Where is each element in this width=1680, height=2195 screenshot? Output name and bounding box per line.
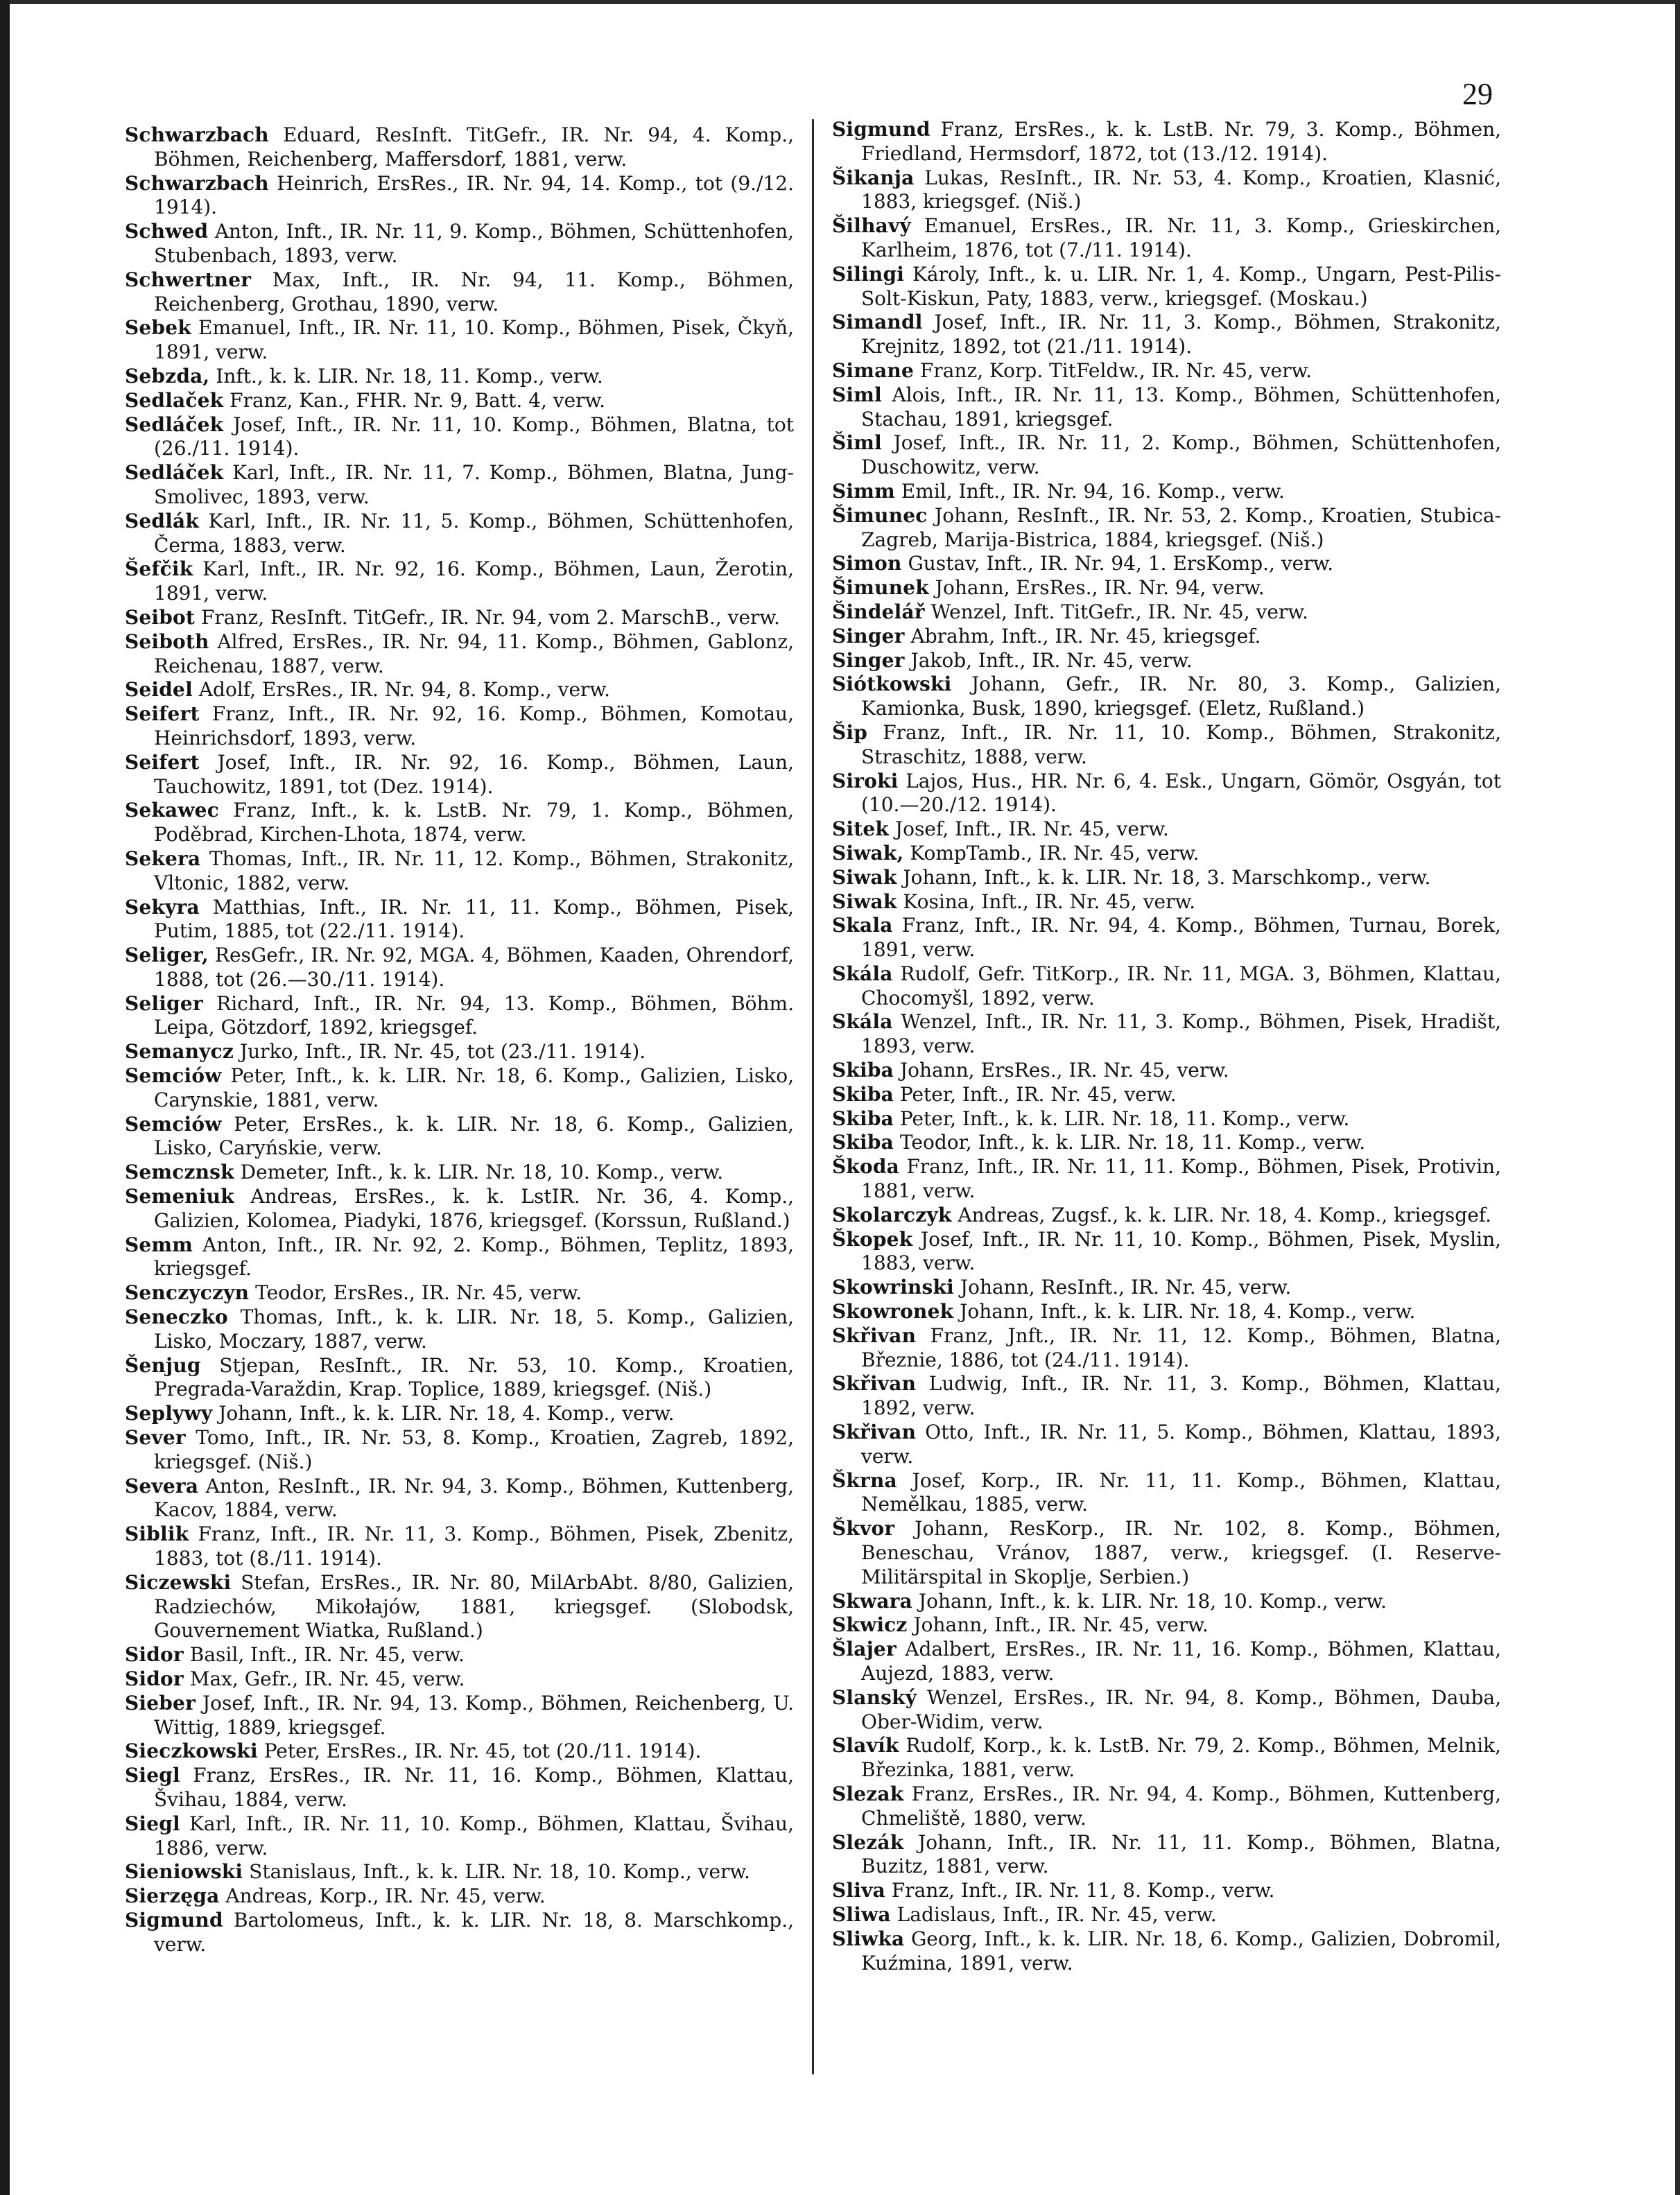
- entry-surname: Seifert: [125, 702, 200, 726]
- casualty-entry: [832, 1155, 1501, 1204]
- entry-surname: Sigmund: [832, 118, 930, 141]
- casualty-entry: [832, 1131, 1501, 1155]
- entry-details: Josef, Inft., IR. Nr. 92, 16. Komp., Böhmen, Laun, Tauchowitz, 1891, tot (Dez. 1914).: [154, 750, 794, 798]
- entry-details: Demeter, Inft., k. k. LIR. Nr. 18, 10. Komp., verw.: [240, 1161, 724, 1184]
- casualty-entry: [125, 1909, 794, 1957]
- entry-details: KompTamb., IR. Nr. 45, verw.: [910, 841, 1200, 865]
- entry-details: Emanuel, ErsRes., IR. Nr. 11, 3. Komp., Grieskirchen, Karlheim, 1876, tot (7./11. 1914).: [861, 214, 1501, 261]
- entry-surname: Škopek: [832, 1227, 913, 1251]
- casualty-entry: [125, 1402, 794, 1426]
- entry-details: Ludwig, Inft., IR. Nr. 11, 3. Komp., Böhmen, Klattau, 1892, verw.: [861, 1372, 1501, 1420]
- entry-surname: Singer: [832, 648, 905, 672]
- entry-surname: Schwed: [125, 220, 209, 243]
- casualty-entry: [832, 504, 1501, 553]
- entry-surname: Šip: [832, 720, 868, 744]
- casualty-entry: [125, 1860, 794, 1884]
- casualty-entry: [832, 214, 1501, 263]
- entry-surname: Semanycz: [125, 1040, 234, 1064]
- casualty-entry: [832, 1300, 1501, 1324]
- entry-surname: Siwak: [832, 865, 897, 889]
- entry-surname: Šindelář: [832, 600, 925, 623]
- entry-surname: Siwak: [832, 890, 897, 913]
- casualty-entry: [832, 914, 1501, 962]
- entry-details: Basil, Inft., IR. Nr. 45, verw.: [189, 1643, 465, 1667]
- entry-surname: Sekawec: [125, 799, 219, 822]
- entry-details: Karl, Inft., IR. Nr. 11, 5. Komp., Böhmen, Schüttenhofen, Čerma, 1883, verw.: [154, 509, 794, 557]
- casualty-entry: [832, 600, 1501, 625]
- scan-edge-left: [0, 0, 10, 2195]
- entry-details: Kosina, Inft., IR. Nr. 45, verw.: [903, 890, 1196, 913]
- entry-surname: Skřivan: [832, 1324, 917, 1347]
- entry-details: Adolf, ErsRes., IR. Nr. 94, 8. Komp., verw.: [198, 678, 610, 702]
- entry-surname: Sitek: [832, 817, 890, 841]
- casualty-entry: [832, 962, 1501, 1011]
- casualty-entry: [832, 1276, 1501, 1300]
- entry-details: Wenzel, ErsRes., IR. Nr. 94, 8. Komp., Böhmen, Dauba, Ober-Widim, verw.: [861, 1685, 1501, 1733]
- entry-details: Max, Inft., IR. Nr. 94, 11. Komp., Böhmen, Reichenberg, Grothau, 1890, verw.: [154, 268, 795, 315]
- entry-surname: Semcznsk: [125, 1161, 234, 1184]
- casualty-entry: [832, 1782, 1501, 1831]
- entry-surname: Skolarczyk: [832, 1203, 952, 1226]
- entry-details: Josef, Korp., IR. Nr. 11, 11. Komp., Böhmen, Klattau, Nemělkau, 1885, verw.: [861, 1468, 1502, 1516]
- casualty-entry: [125, 1692, 794, 1740]
- casualty-entry: [125, 1884, 794, 1909]
- casualty-entry: [125, 172, 794, 220]
- column-divider: [812, 119, 814, 2074]
- entry-surname: Seibot: [125, 605, 196, 629]
- entry-surname: Skála: [832, 962, 893, 985]
- entry-surname: Semciów: [125, 1112, 222, 1136]
- entry-surname: Senczyczyn: [125, 1281, 250, 1305]
- casualty-entry: [832, 552, 1501, 576]
- casualty-entry: [125, 413, 794, 462]
- entry-details: Teodor, Inft., k. k. LIR. Nr. 18, 11. Komp., verw.: [899, 1131, 1366, 1154]
- entry-surname: Siótkowski: [832, 673, 952, 696]
- entry-surname: Sedláček: [125, 461, 224, 485]
- casualty-entry: [125, 268, 794, 317]
- scan-edge-top: [0, 0, 1680, 4]
- entry-surname: Sekera: [125, 847, 201, 870]
- entry-details: Franz, ResInft. TitGefr., IR. Nr. 94, vom 2. MarschB., verw.: [200, 605, 780, 629]
- entry-surname: Seiboth: [125, 630, 209, 653]
- entry-details: Stefan, ErsRes., IR. Nr. 80, MilArbAbt. 8/80, Galizien, Radziechów, Mikołajów, 1881, kriegsgef. (Slobodsk, Gouvernement Wiatka, Rußland.): [154, 1570, 794, 1642]
- entry-surname: Seifert: [125, 750, 200, 774]
- entry-surname: Skwicz: [832, 1613, 908, 1637]
- casualty-entry: [125, 1426, 794, 1475]
- entry-details: Johann, ErsRes., IR. Nr. 45, verw.: [899, 1059, 1229, 1082]
- casualty-entry: [125, 1113, 794, 1161]
- entry-surname: Siwak,: [832, 841, 904, 865]
- entry-surname: Schwarzbach: [125, 171, 269, 195]
- entry-details: Adalbert, ErsRes., IR. Nr. 11, 16. Komp., Böhmen, Klattau, Aujezd, 1883, verw.: [861, 1638, 1501, 1685]
- entry-surname: Semm: [125, 1233, 193, 1256]
- entry-surname: Sedlák: [125, 509, 199, 532]
- entry-surname: Siroki: [832, 769, 899, 792]
- casualty-entry: [125, 606, 794, 630]
- casualty-entry: [832, 1927, 1501, 1976]
- entry-surname: Šilhavý: [832, 214, 911, 238]
- entry-details: Andreas, Korp., IR. Nr. 45, verw.: [225, 1884, 546, 1908]
- casualty-entry: [125, 1667, 794, 1692]
- casualty-entry: [125, 1281, 794, 1305]
- entry-details: Franz, Inft., k. k. LstB. Nr. 79, 1. Komp., Böhmen, Poděbrad, Kirchen-Lhota, 1874, verw.: [154, 799, 794, 847]
- casualty-entry: [832, 1686, 1501, 1735]
- entry-details: Peter, Inft., k. k. LIR. Nr. 18, 11. Komp., verw.: [899, 1107, 1350, 1130]
- entry-surname: Seliger,: [125, 944, 209, 967]
- entry-surname: Siegl: [125, 1812, 180, 1835]
- entry-surname: Seplywy: [125, 1402, 213, 1425]
- entry-surname: Severa: [125, 1474, 199, 1498]
- casualty-entry: [125, 678, 794, 702]
- entry-details: Richard, Inft., IR. Nr. 94, 13. Komp., Böhmen, Böhm. Leipa, Götzdorf, 1892, kriegsgef.: [154, 991, 795, 1039]
- casualty-entry: [125, 896, 794, 944]
- entry-details: Max, Gefr., IR. Nr. 45, verw.: [189, 1667, 465, 1690]
- casualty-entry: [125, 123, 794, 172]
- entry-surname: Slanský: [832, 1685, 917, 1709]
- entry-details: Josef, Inft., IR. Nr. 11, 2. Komp., Böhmen, Schüttenhofen, Duschowitz, verw.: [861, 431, 1501, 479]
- entry-surname: Sever: [125, 1426, 186, 1450]
- entry-details: Thomas, Inft., IR. Nr. 11, 12. Komp., Böhmen, Strakonitz, Vltonic, 1882, verw.: [154, 847, 794, 894]
- entry-surname: Skiba: [832, 1131, 894, 1154]
- entry-surname: Siblik: [125, 1522, 189, 1546]
- casualty-entry: [125, 220, 794, 268]
- casualty-entry: [125, 1354, 794, 1403]
- entry-surname: Slezák: [832, 1830, 904, 1854]
- entry-details: Stjepan, ResInft., IR. Nr. 53, 10. Komp., Kroatien, Pregrada-Varaždin, Krap. Toplice, 1889, kriegsgef. (Niš.): [154, 1353, 794, 1401]
- entry-surname: Skowronek: [832, 1300, 954, 1324]
- entry-details: Peter, Inft., k. k. LIR. Nr. 18, 6. Komp., Galizien, Lisko, Carynskie, 1881, verw.: [154, 1064, 794, 1111]
- entry-surname: Seliger: [125, 991, 203, 1015]
- entry-details: Matthias, Inft., IR. Nr. 11, 11. Komp., Böhmen, Pisek, Putim, 1885, tot (22./11. 1914).: [154, 895, 795, 943]
- entry-surname: Sliwa: [832, 1902, 891, 1926]
- casualty-entry: [832, 1010, 1501, 1059]
- casualty-entry: [125, 1305, 794, 1354]
- entry-details: Peter, Inft., IR. Nr. 45, verw.: [899, 1082, 1177, 1106]
- entry-details: Franz, ErsRes., IR. Nr. 94, 4. Komp., Böhmen, Kuttenberg, Chmeliště, 1880, verw.: [861, 1782, 1501, 1830]
- entry-details: Alfred, ErsRes., IR. Nr. 94, 11. Komp., Böhmen, Gablonz, Reichenau, 1887, verw.: [154, 630, 795, 677]
- casualty-entry: [832, 166, 1501, 215]
- entry-surname: Sieber: [125, 1691, 196, 1715]
- page-number: 29: [1462, 77, 1493, 111]
- entry-details: Jurko, Inft., IR. Nr. 45, tot (23./11. 1914).: [239, 1040, 646, 1064]
- casualty-entry: [832, 1638, 1501, 1686]
- entry-details: Inft., k. k. LIR. Nr. 18, 11. Komp., verw.: [216, 364, 603, 388]
- entry-details: Peter, ErsRes., k. k. LIR. Nr. 18, 6. Komp., Galizien, Lisko, Caryńskie, verw.: [154, 1112, 795, 1160]
- entry-details: Franz, Kan., FHR. Nr. 9, Batt. 4, verw.: [230, 388, 606, 412]
- entry-details: Stanislaus, Inft., k. k. LIR. Nr. 18, 10. Komp., verw.: [249, 1860, 750, 1884]
- entry-details: Franz, Inft., IR. Nr. 11, 10. Komp., Böhmen, Strakonitz, Straschitz, 1888, verw.: [861, 720, 1501, 768]
- casualty-entry: [125, 1571, 794, 1643]
- entry-surname: Šimunek: [832, 576, 929, 600]
- entry-surname: Semciów: [125, 1064, 222, 1088]
- entry-surname: Siczewski: [125, 1570, 232, 1594]
- entry-surname: Šefčik: [125, 557, 193, 581]
- entry-surname: Schwarzbach: [125, 123, 269, 146]
- casualty-entry: [125, 1643, 794, 1667]
- entry-surname: Šiml: [832, 431, 882, 455]
- entry-details: Károly, Inft., k. u. LIR. Nr. 1, 4. Komp., Ungarn, Pest-Pilis-Solt-Kiskun, Paty, 1883, verw., kriegsgef. (Moskau.): [861, 262, 1501, 310]
- entry-details: Josef, Inft., IR. Nr. 11, 10. Komp., Böhmen, Blatna, tot (26./11. 1914).: [154, 413, 795, 460]
- entry-surname: Singer: [832, 624, 905, 648]
- casualty-entry: [125, 847, 794, 896]
- casualty-entry: [125, 1764, 794, 1812]
- entry-details: Georg, Inft., k. k. LIR. Nr. 18, 6. Komp., Galizien, Dobromil, Kuźmina, 1891, verw.: [861, 1927, 1501, 1975]
- entry-surname: Simandl: [832, 311, 923, 334]
- entry-details: Josef, Inft., IR. Nr. 94, 13. Komp., Böhmen, Reichenberg, U. Wittig, 1889, kriegsgef.: [154, 1691, 794, 1739]
- casualty-entry: [832, 866, 1501, 890]
- entry-surname: Sierzęga: [125, 1884, 220, 1908]
- casualty-entry: [125, 1475, 794, 1523]
- entry-details: Andreas, ErsRes., k. k. LstIR. Nr. 36, 4. Komp., Galizien, Kolomea, Piadyki, 1876, kriegsgef. (Korssun, Rußland.): [154, 1185, 795, 1232]
- casualty-entry: [125, 1522, 794, 1571]
- entry-surname: Schwertner: [125, 268, 252, 291]
- casualty-entry: [125, 799, 794, 847]
- entry-surname: Skiba: [832, 1107, 894, 1130]
- casualty-entry: [832, 576, 1501, 600]
- casualty-entry: [832, 1517, 1501, 1589]
- casualty-entry: [832, 263, 1501, 311]
- casualty-entry: [832, 1107, 1501, 1131]
- entry-details: Tomo, Inft., IR. Nr. 53, 8. Komp., Kroatien, Zagreb, 1892, kriegsgef. (Niš.): [154, 1426, 794, 1473]
- entry-surname: Siml: [832, 383, 882, 406]
- entry-surname: Siegl: [125, 1764, 180, 1787]
- casualty-entry: [832, 1059, 1501, 1083]
- casualty-entry: [832, 649, 1501, 673]
- casualty-entry: [832, 1879, 1501, 1903]
- entry-surname: Sliwka: [832, 1927, 905, 1950]
- entry-surname: Slavík: [832, 1734, 899, 1758]
- entry-details: Josef, Inft., IR. Nr. 45, verw.: [894, 817, 1169, 841]
- entry-details: Jakob, Inft., IR. Nr. 45, verw.: [910, 648, 1193, 672]
- entry-details: Ladislaus, Inft., IR. Nr. 45, verw.: [897, 1902, 1217, 1926]
- scan-edge-right: [1675, 0, 1680, 2195]
- entry-details: Josef, Inft., IR. Nr. 11, 10. Komp., Böhmen, Pisek, Myslin, 1883, verw.: [861, 1227, 1501, 1275]
- entry-details: Franz, ErsRes., IR. Nr. 11, 16. Komp., Böhmen, Klattau, Švihau, 1884, verw.: [154, 1764, 794, 1811]
- entry-surname: Skowrinski: [832, 1276, 954, 1299]
- entry-surname: Sidor: [125, 1667, 184, 1690]
- entry-surname: Sigmund: [125, 1908, 223, 1932]
- entry-surname: Skřivan: [832, 1421, 917, 1444]
- casualty-entry: [832, 1421, 1501, 1469]
- entry-surname: Sedlaček: [125, 388, 224, 412]
- casualty-entry: [125, 1185, 794, 1233]
- entry-surname: Seneczko: [125, 1305, 228, 1329]
- entry-surname: Skiba: [832, 1059, 894, 1082]
- casualty-entry: [832, 1831, 1501, 1880]
- entry-details: Andreas, Zugsf., k. k. LIR. Nr. 18, 4. Komp., kriegsgef.: [958, 1203, 1492, 1226]
- casualty-entry: [832, 625, 1501, 649]
- casualty-entry: [832, 1204, 1501, 1228]
- casualty-entry: [125, 1812, 794, 1861]
- casualty-entry: [125, 1161, 794, 1185]
- entry-details: Emil, Inft., IR. Nr. 94, 16. Komp., verw.: [901, 479, 1285, 503]
- entry-details: Anton, Inft., IR. Nr. 92, 2. Komp., Böhmen, Teplitz, 1893, kriegsgef.: [154, 1233, 794, 1281]
- casualty-entry: [832, 1469, 1501, 1518]
- casualty-entry: [125, 316, 794, 365]
- entry-details: Johann, ResInft., IR. Nr. 53, 2. Komp., Kroatien, Stubica-Zagreb, Marija-Bistrica, 1884, kriegsgef. (Niš.): [861, 503, 1501, 551]
- casualty-entry: [125, 702, 794, 751]
- casualty-entry: [832, 359, 1501, 383]
- entry-details: Heinrich, ErsRes., IR. Nr. 94, 14. Komp., tot (9./12. 1914).: [154, 171, 794, 219]
- entry-details: Abrahm, Inft., IR. Nr. 45, kriegsgef.: [910, 624, 1261, 648]
- entry-surname: Sebek: [125, 316, 191, 340]
- entry-surname: Seidel: [125, 678, 193, 702]
- casualty-entry: [125, 992, 794, 1041]
- entry-details: Bartolomeus, Inft., k. k. LIR. Nr. 18, 8. Marschkomp., verw.: [154, 1908, 795, 1956]
- entry-surname: Sidor: [125, 1643, 184, 1667]
- entry-surname: Šikanja: [832, 166, 915, 189]
- entry-details: Johann, ErsRes., IR. Nr. 94, verw.: [935, 576, 1265, 600]
- entry-details: Lukas, ResInft., IR. Nr. 53, 4. Komp., Kroatien, Klasnić, 1883, kriegsgef. (Niš.): [861, 166, 1502, 214]
- entry-surname: Skala: [832, 914, 893, 937]
- entry-details: Johann, Inft., k. k. LIR. Nr. 18, 4. Komp., verw.: [960, 1300, 1416, 1324]
- entry-details: Franz, Inft., IR. Nr. 94, 4. Komp., Böhmen, Turnau, Borek, 1891, verw.: [861, 914, 1501, 962]
- entry-surname: Skwara: [832, 1589, 912, 1613]
- entry-details: Franz, Inft., IR. Nr. 92, 16. Komp., Böhmen, Komotau, Heinrichsdorf, 1893, verw.: [154, 702, 794, 749]
- entry-details: Franz, Korp. TitFeldw., IR. Nr. 45, verw.: [919, 358, 1313, 382]
- entry-surname: Sieniowski: [125, 1860, 243, 1884]
- casualty-entry: [125, 461, 794, 510]
- casualty-entry: [832, 1372, 1501, 1421]
- entry-surname: Skiba: [832, 1082, 894, 1106]
- casualty-entry: [832, 1903, 1501, 1927]
- casualty-entry: [832, 431, 1501, 480]
- entry-details: Johann, Inft., k. k. LIR. Nr. 18, 3. Marschkomp., verw.: [903, 865, 1431, 889]
- entry-surname: Šenjug: [125, 1353, 201, 1377]
- entry-surname: Sliva: [832, 1879, 885, 1902]
- entry-details: Karl, Inft., IR. Nr. 11, 10. Komp., Böhmen, Klattau, Švihau, 1886, verw.: [154, 1812, 794, 1859]
- entry-details: Anton, Inft., IR. Nr. 11, 9. Komp., Böhmen, Schüttenhofen, Stubenbach, 1893, verw.: [154, 220, 795, 267]
- casualty-entry: [125, 557, 794, 606]
- entry-surname: Slezak: [832, 1782, 904, 1805]
- entry-details: Rudolf, Gefr. TitKorp., IR. Nr. 11, MGA. 3, Böhmen, Klattau, Chocomyšl, 1892, verw.: [861, 962, 1501, 1009]
- casualty-entry: [125, 389, 794, 413]
- entry-details: Gustav, Inft., IR. Nr. 94, 1. ErsKomp., verw.: [908, 552, 1334, 575]
- entry-details: Otto, Inft., IR. Nr. 11, 5. Komp., Böhmen, Klattau, 1893, verw.: [861, 1421, 1501, 1468]
- entry-details: Franz, Jnft., IR. Nr. 11, 12. Komp., Böhmen, Blatna, Březnie, 1886, tot (24./11. 1914).: [861, 1324, 1501, 1371]
- entry-surname: Simon: [832, 552, 902, 575]
- entry-details: Peter, ErsRes., IR. Nr. 45, tot (20./11. 1914).: [263, 1739, 702, 1763]
- entry-details: Wenzel, Inft., IR. Nr. 11, 3. Komp., Böhmen, Pisek, Hradišt, 1893, verw.: [861, 1010, 1501, 1058]
- entry-details: Alois, Inft., IR. Nr. 11, 13. Komp., Böhmen, Schüttenhofen, Stachau, 1891, kriegsgef.: [861, 383, 1501, 431]
- entry-surname: Simane: [832, 358, 914, 382]
- casualty-entry: [832, 1083, 1501, 1107]
- entry-details: Emanuel, Inft., IR. Nr. 11, 10. Komp., Böhmen, Pisek, Čkyň, 1891, verw.: [154, 316, 794, 364]
- entry-details: Lajos, Hus., HR. Nr. 6, 4. Esk., Ungarn, Gömör, Osgyán, tot (10.—20./12. 1914).: [861, 769, 1501, 817]
- entry-details: Wenzel, Inft. TitGefr., IR. Nr. 45, verw.: [930, 600, 1308, 623]
- entry-details: Johann, Inft., IR. Nr. 45, verw.: [913, 1613, 1209, 1637]
- casualty-entry: [125, 751, 794, 799]
- entry-details: Thomas, Inft., k. k. LIR. Nr. 18, 5. Komp., Galizien, Lisko, Moczary, 1887, verw.: [154, 1305, 794, 1353]
- casualty-entry: [125, 510, 794, 558]
- entry-surname: Skřivan: [832, 1372, 917, 1396]
- casualty-entry: [832, 1734, 1501, 1782]
- casualty-entry: [125, 944, 794, 992]
- entry-surname: Skála: [832, 1010, 893, 1034]
- entry-details: Johann, ResKorp., IR. Nr. 102, 8. Komp., Böhmen, Beneschau, Vránov, 1887, verw., kriegsgef. (I. Reserve-Militärspital in Skoplje, Serbien.): [861, 1517, 1501, 1588]
- entry-surname: Sieczkowski: [125, 1739, 258, 1763]
- entry-surname: Sekyra: [125, 895, 200, 919]
- casualty-entry: [832, 1228, 1501, 1276]
- entry-surname: Sebzda,: [125, 364, 210, 388]
- casualty-entry: [832, 480, 1501, 504]
- entry-surname: Silingi: [832, 262, 905, 286]
- entry-details: Eduard, ResInft. TitGefr., IR. Nr. 94, 4. Komp., Böhmen, Reichenberg, Maffersdorf, 1881, verw.: [154, 123, 794, 171]
- casualty-entry: [832, 383, 1501, 432]
- entry-surname: Škvor: [832, 1517, 895, 1541]
- entry-details: ResGefr., IR. Nr. 92, MGA. 4, Böhmen, Kaaden, Ohrendorf, 1888, tot (26.—30./11. 1914).: [154, 944, 794, 991]
- entry-surname: Semeniuk: [125, 1185, 234, 1208]
- casualty-entry: [832, 673, 1501, 721]
- entry-details: Johann, Inft., k. k. LIR. Nr. 18, 10. Komp., verw.: [918, 1589, 1387, 1613]
- casualty-entry: [832, 817, 1501, 842]
- entry-details: Johann, Gefr., IR. Nr. 80, 3. Komp., Galizien, Kamionka, Busk, 1890, kriegsgef. (Eletz, Rußland.): [861, 673, 1501, 720]
- casualty-entry: [832, 1613, 1501, 1638]
- entry-surname: Sedláček: [125, 413, 224, 436]
- entry-details: Anton, ResInft., IR. Nr. 94, 3. Komp., Böhmen, Kuttenberg, Kacov, 1884, verw.: [154, 1474, 794, 1522]
- casualty-entry: [832, 311, 1501, 359]
- entry-details: Josef, Inft., IR. Nr. 11, 3. Komp., Böhmen, Strakonitz, Krejnitz, 1892, tot (21./11. 1914).: [861, 311, 1501, 358]
- right-column: [832, 118, 1501, 1975]
- entry-details: Teodor, ErsRes., IR. Nr. 45, verw.: [255, 1281, 582, 1305]
- casualty-entry: [832, 1324, 1501, 1373]
- entry-details: Franz, Inft., IR. Nr. 11, 3. Komp., Böhmen, Pisek, Zbenitz, 1883, tot (8./11. 1914).: [154, 1522, 794, 1570]
- entry-details: Franz, ErsRes., k. k. LstB. Nr. 79, 3. Komp., Böhmen, Friedland, Hermsdorf, 1872, tot (13./12. 1914).: [861, 118, 1501, 165]
- casualty-entry: [832, 118, 1501, 166]
- entry-surname: Šlajer: [832, 1638, 897, 1661]
- casualty-entry: [125, 1233, 794, 1282]
- entry-details: Karl, Inft., IR. Nr. 11, 7. Komp., Böhmen, Blatna, Jung-Smolivec, 1893, verw.: [154, 461, 795, 508]
- entry-details: Johann, Inft., IR. Nr. 11, 11. Komp., Böhmen, Blatna, Buzitz, 1881, verw.: [861, 1830, 1501, 1878]
- entry-surname: Simm: [832, 479, 895, 503]
- entry-surname: Škrna: [832, 1468, 897, 1492]
- entry-details: Rudolf, Korp., k. k. LstB. Nr. 79, 2. Komp., Böhmen, Melnik, Březinka, 1881, verw.: [861, 1734, 1501, 1782]
- casualty-entry: [832, 842, 1501, 866]
- casualty-entry: [125, 630, 794, 679]
- casualty-entry: [125, 1040, 794, 1064]
- casualty-entry: [125, 1739, 794, 1764]
- casualty-entry: [832, 721, 1501, 770]
- entry-details: Franz, Inft., IR. Nr. 11, 8. Komp., verw.: [891, 1879, 1275, 1902]
- entry-details: Johann, ResInft., IR. Nr. 45, verw.: [960, 1276, 1292, 1299]
- entry-surname: Šimunec: [832, 503, 928, 527]
- entry-surname: Škoda: [832, 1155, 900, 1179]
- entry-details: Johann, Inft., k. k. LIR. Nr. 18, 4. Komp., verw.: [218, 1402, 675, 1425]
- left-column: [125, 123, 794, 1957]
- entry-details: Karl, Inft., IR. Nr. 92, 16. Komp., Böhmen, Laun, Žerotin, 1891, verw.: [154, 557, 794, 605]
- casualty-entry: [832, 890, 1501, 914]
- casualty-entry: [125, 365, 794, 389]
- entry-details: Franz, Inft., IR. Nr. 11, 11. Komp., Böhmen, Pisek, Protivin, 1881, verw.: [861, 1155, 1501, 1203]
- casualty-entry: [832, 1590, 1501, 1614]
- casualty-entry: [125, 1064, 794, 1113]
- casualty-entry: [832, 770, 1501, 818]
